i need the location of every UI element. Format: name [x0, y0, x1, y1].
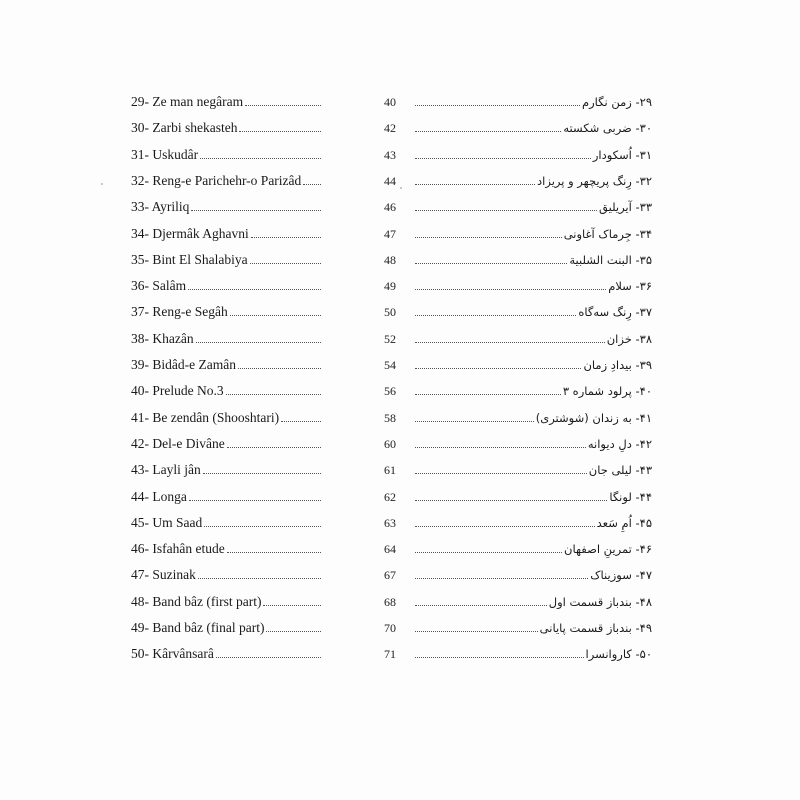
dot-leader: [415, 657, 584, 658]
persian-title: ۴۳- لیلی جان: [588, 463, 652, 478]
persian-title: ۳۳- آیریلیق: [599, 200, 652, 215]
page-number: 44: [384, 173, 396, 188]
dot-leader: [263, 605, 321, 606]
dot-leader: [415, 447, 586, 448]
toc-entry-english: [131, 586, 321, 610]
toc-row: [0, 533, 800, 557]
toc-entry-persian: [415, 533, 652, 557]
english-title: 40- Prelude No.3: [131, 383, 224, 399]
english-title: 37- Reng-e Segâh: [131, 304, 228, 320]
english-title: 31- Uskudâr: [131, 146, 199, 162]
toc-entry-english: [131, 454, 321, 478]
toc-entry-english: [131, 139, 321, 163]
dot-leader: [239, 131, 321, 132]
persian-title: ۴۹- بندباز قسمت پایانی: [539, 621, 652, 635]
toc-entry-english: [131, 402, 321, 426]
english-title: 44- Longa: [131, 488, 187, 504]
dot-leader: [415, 105, 580, 106]
persian-title: ۲۹- زمن نگارم: [581, 95, 652, 109]
toc-entry-persian: [415, 139, 652, 163]
dot-leader: [415, 500, 607, 501]
english-title: 46- Isfahân etude: [131, 541, 225, 557]
dot-leader: [415, 315, 576, 316]
dot-leader: [281, 421, 321, 422]
english-title: 41- Be zendân (Shooshtari): [131, 409, 280, 425]
toc-row: [0, 507, 800, 531]
dot-leader: [266, 631, 321, 632]
english-title: 43- Layli jân: [131, 462, 201, 478]
page-number: 67: [384, 568, 396, 583]
toc-entry-english: [131, 428, 321, 452]
toc-entry-persian: [415, 402, 652, 426]
page-number: 54: [384, 358, 396, 372]
toc-entry-persian: [415, 112, 652, 136]
persian-title: ۳۵- البنت الشلبیة: [569, 252, 652, 267]
dot-leader: [250, 263, 321, 264]
page-number: 61: [384, 463, 396, 478]
toc-entry-english: [131, 112, 321, 136]
page-number: 52: [384, 331, 396, 346]
persian-title: ۳۶- سلام: [608, 279, 652, 294]
toc-row: [0, 191, 800, 215]
toc-entry-persian: [415, 86, 652, 110]
persian-title: ۳۰- ضربی شکسته: [563, 121, 652, 136]
toc-entry-persian: [415, 270, 652, 294]
persian-title: ۳۴- جِرماک آغاونی: [563, 226, 652, 241]
page-number: 49: [384, 279, 396, 294]
persian-title: ۴۶- تمرینِ اصفهان: [564, 542, 652, 557]
toc-entry-english: [131, 296, 321, 320]
page-number: 43: [384, 147, 396, 162]
toc-entry-persian: [415, 481, 652, 505]
dot-leader: [415, 158, 591, 159]
page-number: 46: [384, 200, 396, 215]
toc-entry-persian: [415, 586, 652, 610]
english-title: 50- Kârvânsarâ: [131, 646, 214, 662]
toc-row: [0, 559, 800, 583]
english-title: 30- Zarbi shekasteh: [131, 120, 238, 136]
dot-leader: [230, 315, 321, 316]
toc-entry-persian: [415, 218, 652, 242]
dot-leader: [415, 578, 588, 579]
toc-row: [0, 165, 800, 189]
english-title: 29- Ze man negâram: [131, 94, 244, 109]
dot-leader: [415, 131, 561, 132]
dot-leader: [415, 473, 587, 474]
dot-leader: [415, 237, 562, 238]
dot-leader: [227, 447, 321, 448]
toc-entry-english: [131, 270, 321, 294]
toc-entry-english: [131, 559, 321, 583]
page-number: 56: [384, 384, 396, 399]
toc-entry-english: [131, 191, 321, 215]
toc-row: [0, 586, 800, 610]
dot-leader: [415, 552, 562, 553]
toc-entry-english: [131, 481, 321, 505]
dot-leader: [415, 631, 538, 632]
dot-leader: [303, 184, 321, 185]
toc-row: [0, 375, 800, 399]
page-number: 47: [384, 226, 396, 241]
toc-entry-persian: [415, 559, 652, 583]
english-title: 34- Djermâk Aghavni: [131, 225, 249, 241]
dot-leader: [415, 342, 605, 343]
dot-leader: [189, 500, 321, 501]
toc-entry-english: [131, 244, 321, 268]
toc-row: [0, 612, 800, 636]
english-title: 42- Del-e Divâne: [131, 435, 225, 451]
page-number: 40: [384, 95, 396, 109]
toc-row: [0, 86, 800, 110]
english-title: 32- Reng-e Parichehr-o Parizâd: [131, 172, 302, 188]
dot-leader: [415, 605, 547, 606]
toc-row: [0, 454, 800, 478]
dot-leader: [251, 237, 321, 238]
dot-leader: [216, 657, 321, 658]
toc-entry-persian: [415, 375, 652, 399]
toc-entry-persian: [415, 296, 652, 320]
persian-title: ۴۸- بندباز قسمت اول: [548, 594, 652, 609]
toc-row: [0, 139, 800, 163]
toc-entry-persian: [415, 349, 652, 373]
toc-row: [0, 270, 800, 294]
dot-leader: [415, 421, 534, 422]
toc-entry-english: [131, 507, 321, 531]
page-number: 68: [384, 594, 396, 609]
toc-entry-persian: [415, 638, 652, 662]
dot-leader: [415, 289, 606, 290]
page-number: 70: [384, 621, 396, 635]
dot-leader: [415, 210, 597, 211]
toc-entry-persian: [415, 454, 652, 478]
toc-entry-persian: [415, 612, 652, 636]
dot-leader: [191, 210, 321, 211]
persian-title: ۳۸- خزان: [606, 331, 652, 346]
english-title: 38- Khazân: [131, 330, 194, 346]
toc-entry-english: [131, 612, 321, 636]
english-title: 35- Bint El Shalabiya: [131, 251, 248, 267]
page-number: 58: [384, 410, 396, 425]
persian-title: ۳۷- رِنگ سه‌گاه: [578, 305, 652, 320]
persian-title: ۴۰- پرلود شماره ۳: [562, 384, 652, 399]
dot-leader: [203, 473, 321, 474]
toc-entry-persian: [415, 244, 652, 268]
toc-entry-english: [131, 533, 321, 557]
dot-leader: [415, 394, 561, 395]
toc-row: [0, 638, 800, 662]
toc-row: [0, 244, 800, 268]
dot-leader: [415, 526, 595, 527]
toc-entry-english: [131, 323, 321, 347]
page-number: 42: [384, 121, 396, 136]
paper-speck: [400, 187, 402, 189]
dot-leader: [227, 552, 321, 553]
persian-title: ۳۲- رِنگ پریچهر و پریزاد: [537, 173, 652, 188]
dot-leader: [415, 263, 567, 264]
toc-entry-english: [131, 638, 321, 662]
toc-row: [0, 112, 800, 136]
persian-title: ۴۵- اُمِ سَعد: [596, 515, 652, 530]
toc-row: [0, 349, 800, 373]
english-title: 49- Band bâz (final part): [131, 620, 265, 635]
toc-entry-english: [131, 218, 321, 242]
toc-entry-persian: [415, 323, 652, 347]
toc-row: [0, 218, 800, 242]
persian-title: ۳۹- بیدادِ زمان: [583, 358, 652, 372]
toc-entry-persian: [415, 428, 652, 452]
english-title: 45- Um Saad: [131, 514, 203, 530]
dot-leader: [238, 368, 321, 369]
dot-leader: [415, 184, 535, 185]
page-number: 63: [384, 515, 396, 530]
persian-title: ۴۴- لونگا: [609, 489, 652, 504]
dot-leader: [204, 526, 321, 527]
dot-leader: [196, 342, 321, 343]
toc-entry-english: [131, 86, 321, 110]
page-number: 62: [384, 489, 396, 504]
toc-entry-persian: [415, 165, 652, 189]
page-number: 64: [384, 542, 396, 557]
english-title: 48- Band bâz (first part): [131, 593, 262, 609]
english-title: 36- Salâm: [131, 278, 187, 294]
persian-title: ۵۰- کاروانسرا: [585, 647, 652, 662]
dot-leader: [188, 289, 321, 290]
toc-row: [0, 428, 800, 452]
page-number: 48: [384, 252, 396, 267]
toc-row: [0, 323, 800, 347]
toc-entry-persian: [415, 191, 652, 215]
page-number: 50: [384, 305, 396, 320]
persian-title: ۴۲- دلِ دیوانه: [587, 436, 652, 451]
dot-leader: [226, 394, 321, 395]
page-number: 71: [384, 647, 396, 662]
page-number: 60: [384, 436, 396, 451]
toc-row: [0, 481, 800, 505]
toc-entry-english: [131, 375, 321, 399]
english-title: 33- Ayriliq: [131, 199, 190, 215]
persian-title: ۳۱- اُسکودار: [592, 147, 652, 162]
dot-leader: [415, 368, 581, 369]
dot-leader: [198, 578, 321, 579]
persian-title: ۴۷- سوزیناک: [590, 568, 652, 583]
paper-speck: [101, 183, 103, 185]
toc-entry-english: [131, 349, 321, 373]
toc-row: [0, 296, 800, 320]
english-title: 39- Bidâd-e Zamân: [131, 357, 236, 372]
persian-title: ۴۱- به زندان (شوشتری): [535, 410, 652, 425]
toc-entry-english: [131, 165, 321, 189]
dot-leader: [245, 105, 321, 106]
toc-row: [0, 402, 800, 426]
english-title: 47- Suzinak: [131, 567, 196, 583]
dot-leader: [200, 158, 321, 159]
toc-entry-persian: [415, 507, 652, 531]
